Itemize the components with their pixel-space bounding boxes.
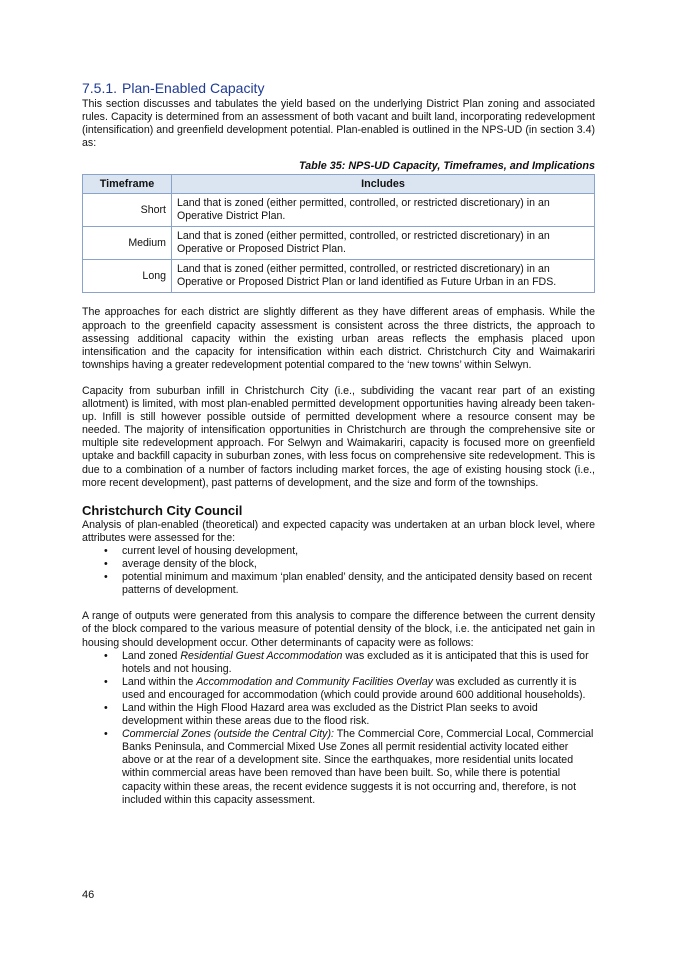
- section-title: Plan-Enabled Capacity: [122, 80, 265, 96]
- attribute-list: [82, 545, 595, 597]
- includes-cell: Land that is zoned (either permitted, controlled, or restricted discretionary) in an Operative or Proposed District Plan or land identified as Future Urban in an FDS.: [172, 260, 595, 293]
- paragraph-outputs: A range of outputs were generated from this analysis to compare the difference between the current density of the block compared to the various measure of potential density of the block, i.e. the anticipated net gain in housing should development occur. Other determinants of capacity were as follows:: [82, 610, 595, 649]
- capacity-table: [82, 174, 595, 293]
- includes-cell: Land that is zoned (either permitted, controlled, or restricted discretionary) in an Operative or Proposed District Plan.: [172, 227, 595, 260]
- list-item: • Commercial Zones (outside the Central City): The Commercial Core, Commercial Local, Commercial Banks Peninsula, and Commercial Mixed Use Zones all permit residential activity located either above or at the rear of a development site. Since the earthquakes, more residential units located within commercial areas have been removed than have been built. So, while there is potential capacity within these areas, the recent evidence suggests it is not occurring and, therefore, is not included within this capacity assessment.: [104, 728, 594, 806]
- table-row: [83, 260, 595, 293]
- determinant-list: [82, 650, 595, 807]
- list-item: • Land within the Accommodation and Community Facilities Overlay was excluded as currently it is used and encouraged for accommodation (which could provide around 600 additional households).: [104, 675, 586, 701]
- table-caption: Table 35: NPS-UD Capacity, Timeframes, and Implications: [298, 160, 595, 173]
- document-page: [82, 80, 595, 807]
- page-number: 46: [82, 889, 95, 901]
- header-includes: Includes: [172, 175, 595, 194]
- list-item: • Land zoned Residential Guest Accommodation was excluded as it is anticipated that this is used for hotels and not housing.: [104, 649, 589, 675]
- list-item: • potential minimum and maximum ‘plan enabled’ density, and the anticipated density based on recent patterns of development.: [104, 571, 592, 597]
- paragraph-approaches: The approaches for each district are slightly different as they have different areas of emphasis. While the approach to the greenfield capacity assessment is consistent across the three districts, the approach to assessing additional capacity within the existing urban areas reflects the emphasis placed upon intensification and the capacity for intensification within each district. Christchurch City and Waimakariri townships having a greater redevelopment potential compared to the ‘new towns’ within Selwyn.: [82, 306, 595, 371]
- table-row: [83, 194, 595, 227]
- list-item: • average density of the block,: [104, 558, 257, 571]
- table-row: [83, 227, 595, 260]
- header-timeframe: Timeframe: [83, 175, 172, 194]
- timeframe-cell: Short: [83, 194, 172, 227]
- timeframe-cell: Long: [83, 260, 172, 293]
- table-header-row: [83, 175, 595, 194]
- ccc-intro: Analysis of plan-enabled (theoretical) and expected capacity was undertaken at an urban block level, where attributes were assessed for the:: [82, 518, 595, 544]
- list-item: • Land within the High Flood Hazard area was excluded as the District Plan seeks to avoid development within these areas due to the flood risk.: [104, 702, 538, 728]
- timeframe-cell: Medium: [83, 227, 172, 260]
- includes-cell: Land that is zoned (either permitted, controlled, or restricted discretionary) in an Operative District Plan.: [172, 194, 595, 227]
- section-heading: [82, 80, 595, 96]
- paragraph-infill: Capacity from suburban infill in Christchurch City (i.e., subdividing the vacant rear part of an existing allotment) is limited, with most plan-enabled permitted development opportunities having already been taken-up. Infill is still however possible outside of permitted development where a resource consent may be needed. The majority of intensification opportunities in Christchurch are through the comprehensive site or multiple site redevelopment approach. For Selwyn and Waimakariri, capacity is focused more on greenfield uptake and backfill capacity in suburban zones, with less focus on comprehensive site redevelopment. This is due to a combination of a number of factors including market forces, the age of existing housing stock (i.e., more recent development), past patterns of development, and the size and form of the townships.: [82, 384, 595, 489]
- list-item: • current level of housing development,: [104, 544, 299, 557]
- ccc-heading: Christchurch City Council: [82, 502, 243, 518]
- section-number: 7.5.1.: [82, 80, 118, 96]
- section-intro: This section discusses and tabulates the yield based on the underlying District Plan zoning and associated rules. Capacity is determined from an assessment of both vacant and built land, incorporating redevelopment (intensification) and greenfield development potential. Plan-enabled is outlined in the NPS-UD (in section 3.4) as:: [82, 98, 595, 150]
